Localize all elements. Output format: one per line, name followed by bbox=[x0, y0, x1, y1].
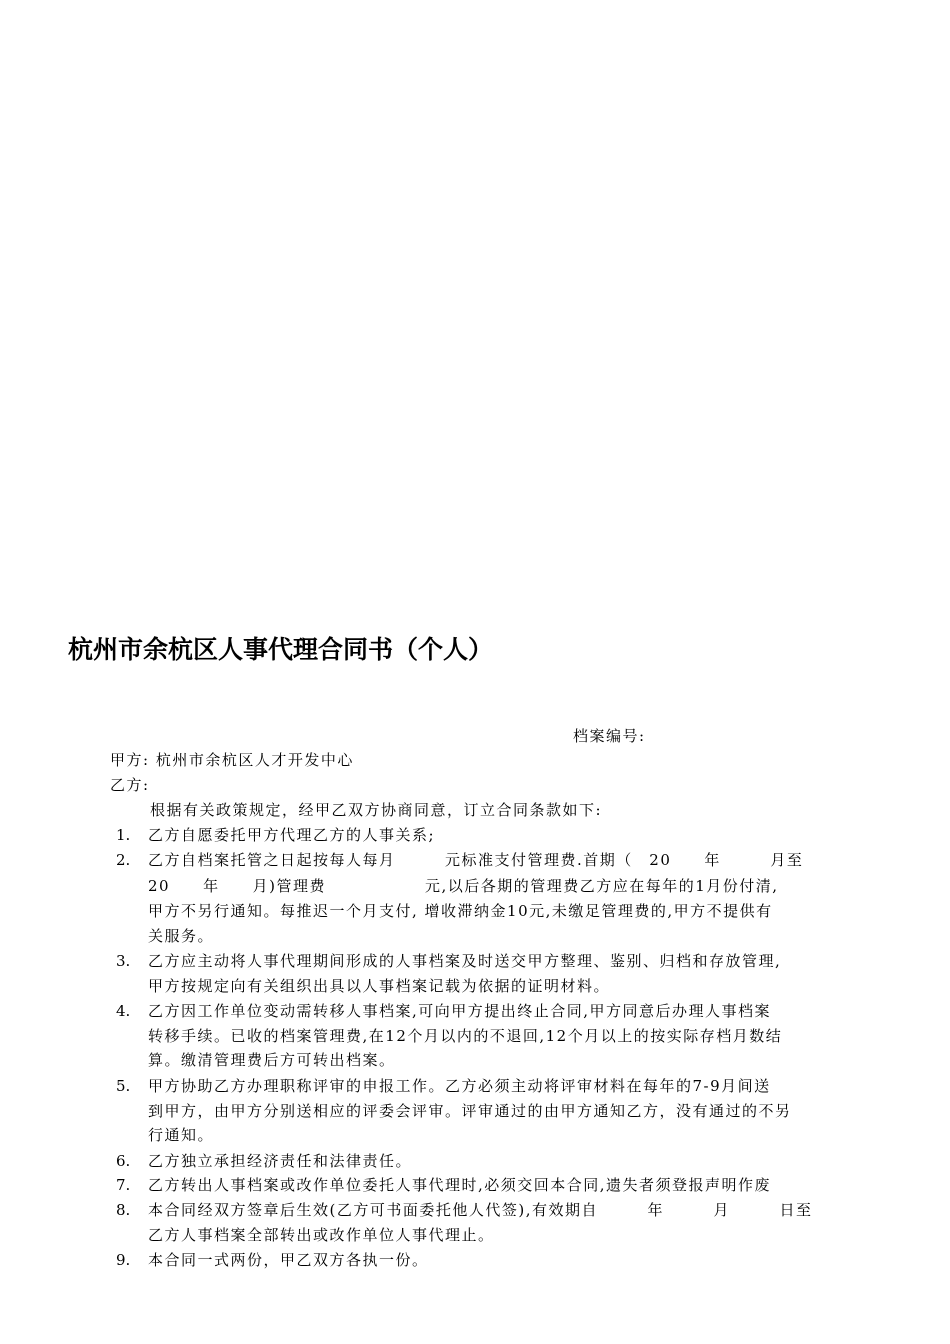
clause-line: 关服务。 bbox=[148, 927, 215, 945]
clause-number: 3. bbox=[116, 952, 131, 970]
contract-title: 杭州市余杭区人事代理合同书（个人） bbox=[68, 635, 494, 664]
clause-line: 20 年 月)管理费 元,以后各期的管理费乙方应在每年的1月份付清, bbox=[148, 877, 779, 895]
intro-paragraph: 根据有关政策规定，经甲乙双方协商同意，订立合同条款如下: bbox=[150, 801, 603, 819]
clause-number: 1. bbox=[116, 826, 131, 844]
clause-line: 乙方转出人事档案或改作单位委托人事代理时,必须交回本合同,遗失者须登报声明作废 bbox=[148, 1176, 772, 1194]
clause-line: 乙方独立承担经济责任和法律责任。 bbox=[148, 1152, 413, 1170]
clause-line: 乙方自愿委托甲方代理乙方的人事关系; bbox=[148, 826, 436, 844]
clause-number: 5. bbox=[116, 1077, 131, 1095]
archive-number-label: 档案编号: bbox=[573, 727, 646, 745]
clause-line: 本合同一式两份，甲乙双方各执一份。 bbox=[148, 1251, 429, 1269]
clause-line: 甲方按规定向有关组织出具以人事档案记载为依据的证明材料。 bbox=[148, 977, 611, 995]
clause-line: 算。缴清管理费后方可转出档案。 bbox=[148, 1051, 396, 1069]
clause-line: 到甲方，由甲方分别送相应的评委会评审。评审通过的由甲方通知乙方，没有通过的不另 bbox=[148, 1102, 792, 1120]
clause-line: 行通知。 bbox=[148, 1126, 215, 1144]
party-a-line: 甲方: 杭州市余杭区人才开发中心 bbox=[110, 751, 354, 769]
clause-line: 乙方人事档案全部转出或改作单位人事代理止。 bbox=[148, 1226, 495, 1244]
clause-number: 9. bbox=[116, 1251, 131, 1269]
clause-line: 甲方协助乙方办理职称评审的申报工作。乙方必须主动将评审材料在每年的7-9月间送 bbox=[148, 1077, 771, 1095]
clause-number: 6. bbox=[116, 1152, 131, 1170]
clause-number: 2. bbox=[116, 851, 131, 869]
clause-line: 本合同经双方签章后生效(乙方可书面委托他人代签),有效期自 年 月 日至 bbox=[148, 1201, 813, 1219]
party-b-line: 乙方: bbox=[110, 776, 150, 794]
clause-line: 甲方不另行通知。每推迟一个月支付, 增收滞纳金10元,未缴足管理费的,甲方不提供有 bbox=[148, 902, 773, 920]
clause-number: 8. bbox=[116, 1201, 131, 1219]
clause-line: 转移手续。已收的档案管理费,在12个月以内的不退回,12个月以上的按实际存档月数结 bbox=[148, 1027, 783, 1045]
clause-line: 乙方应主动将人事代理期间形成的人事档案及时送交甲方整理、鉴别、归档和存放管理, bbox=[148, 952, 782, 970]
clause-number: 4. bbox=[116, 1002, 131, 1020]
clause-line: 乙方自档案托管之日起按每人每月 元标准支付管理费.首期（ 20 年 月至 bbox=[148, 851, 804, 869]
clause-number: 7. bbox=[116, 1176, 131, 1194]
clause-line: 乙方因工作单位变动需转移人事档案,可向甲方提出终止合同,甲方同意后办理人事档案 bbox=[148, 1002, 772, 1020]
